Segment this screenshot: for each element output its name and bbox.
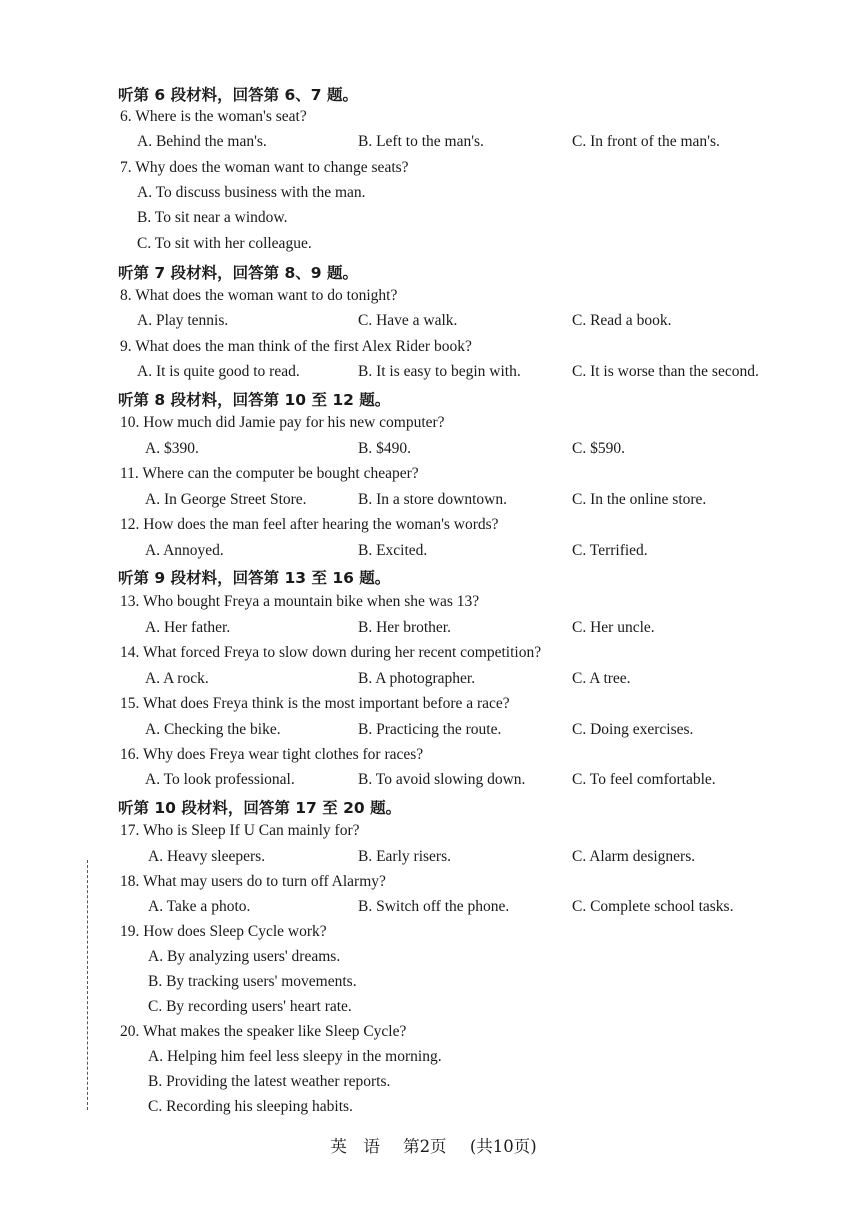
section-header: 听第 9 段材料，回答第 13 至 16 题。 <box>118 569 391 587</box>
question-18: 18. What may users do to turn off Alarmy? <box>120 873 386 890</box>
option-6b: B. Left to the man's. <box>358 133 484 150</box>
option-12a: A. Annoyed. <box>145 542 224 559</box>
option-13c: C. Her uncle. <box>572 619 655 636</box>
option-7b: B. To sit near a window. <box>137 209 288 226</box>
option-12c: C. Terrified. <box>572 542 648 559</box>
option-19b: B. By tracking users' movements. <box>148 973 357 990</box>
option-11a: A. In George Street Store. <box>145 491 307 508</box>
option-16b: B. To avoid slowing down. <box>358 771 526 788</box>
option-10a: A. $390. <box>145 440 199 457</box>
question-7: 7. Why does the woman want to change seats? <box>120 159 409 176</box>
option-16c: C. To feel comfortable. <box>572 771 716 788</box>
option-6c: C. In front of the man's. <box>572 133 720 150</box>
option-10c: C. $590. <box>572 440 625 457</box>
option-20b: B. Providing the latest weather reports. <box>148 1073 391 1090</box>
option-8b: C. Have a walk. <box>358 312 458 329</box>
question-8: 8. What does the woman want to do tonight? <box>120 287 398 304</box>
section-header: 听第 10 段材料，回答第 17 至 20 题。 <box>118 799 402 817</box>
option-11c: C. In the online store. <box>572 491 707 508</box>
question-17: 17. Who is Sleep If U Can mainly for? <box>120 822 360 839</box>
option-13b: B. Her brother. <box>358 619 451 636</box>
option-18a: A. Take a photo. <box>148 898 251 915</box>
option-9b: B. It is easy to begin with. <box>358 363 521 380</box>
option-18c: C. Complete school tasks. <box>572 898 734 915</box>
option-14c: C. A tree. <box>572 670 631 687</box>
section-header: 听第 7 段材料，回答第 8、9 题。 <box>118 264 358 282</box>
page-footer <box>0 1133 867 1157</box>
footer-subject: 英 语 <box>330 1137 380 1156</box>
question-13: 13. Who bought Freya a mountain bike when she was 13? <box>120 593 480 610</box>
footer-total-pages: (共10页) <box>469 1137 537 1156</box>
option-20a: A. Helping him feel less sleepy in the morning. <box>148 1048 442 1065</box>
binding-margin-line <box>87 860 88 1110</box>
option-16a: A. To look professional. <box>145 771 295 788</box>
option-15a: A. Checking the bike. <box>145 721 281 738</box>
option-13a: A. Her father. <box>145 619 231 636</box>
option-7c: C. To sit with her colleague. <box>137 235 312 252</box>
option-8a: A. Play tennis. <box>137 312 229 329</box>
question-20: 20. What makes the speaker like Sleep Cycle? <box>120 1023 407 1040</box>
option-18b: B. Switch off the phone. <box>358 898 510 915</box>
option-10b: B. $490. <box>358 440 411 457</box>
question-14: 14. What forced Freya to slow down during her recent competition? <box>120 644 542 661</box>
option-7a: A. To discuss business with the man. <box>137 184 366 201</box>
section-header: 听第 6 段材料，回答第 6、7 题。 <box>118 86 358 104</box>
question-6: 6. Where is the woman's seat? <box>120 108 307 125</box>
question-12: 12. How does the man feel after hearing the woman's words? <box>120 516 499 533</box>
option-20c: C. Recording his sleeping habits. <box>148 1098 353 1115</box>
option-17a: A. Heavy sleepers. <box>148 848 266 865</box>
question-10: 10. How much did Jamie pay for his new computer? <box>120 414 445 431</box>
option-9c: C. It is worse than the second. <box>572 363 759 380</box>
question-9: 9. What does the man think of the first Alex Rider book? <box>120 338 472 355</box>
footer-page-number: 第2页 <box>403 1137 447 1156</box>
option-15b: B. Practicing the route. <box>358 721 502 738</box>
option-12b: B. Excited. <box>358 542 428 559</box>
option-15c: C. Doing exercises. <box>572 721 694 738</box>
option-17b: B. Early risers. <box>358 848 451 865</box>
option-19a: A. By analyzing users' dreams. <box>148 948 341 965</box>
option-14a: A. A rock. <box>145 670 209 687</box>
option-6a: A. Behind the man's. <box>137 133 267 150</box>
option-17c: C. Alarm designers. <box>572 848 696 865</box>
question-15: 15. What does Freya think is the most important before a race? <box>120 695 510 712</box>
option-14b: B. A photographer. <box>358 670 476 687</box>
option-8c: C. Read a book. <box>572 312 672 329</box>
option-19c: C. By recording users' heart rate. <box>148 998 352 1015</box>
option-11b: B. In a store downtown. <box>358 491 507 508</box>
option-9a: A. It is quite good to read. <box>137 363 300 380</box>
section-header: 听第 8 段材料，回答第 10 至 12 题。 <box>118 391 391 409</box>
question-16: 16. Why does Freya wear tight clothes for races? <box>120 746 424 763</box>
question-19: 19. How does Sleep Cycle work? <box>120 923 327 940</box>
question-11: 11. Where can the computer be bought cheaper? <box>120 465 419 482</box>
